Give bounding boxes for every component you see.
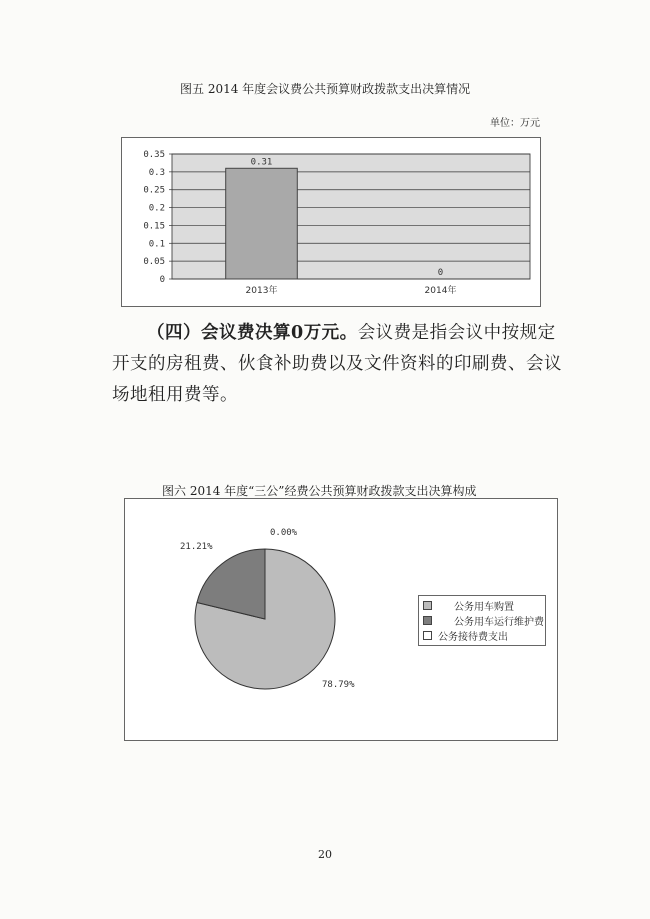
figure5-caption: 图五 2014 年度会议费公共预算财政拨款支出决算情况 (180, 82, 471, 96)
legend-label-reception: 公务接待费支出 (438, 632, 508, 643)
figure6-caption: 图六 2014 年度“三公”经费公共预算财政拨款支出决算构成 (162, 484, 477, 498)
y-tick-label: 0.2 (148, 203, 165, 214)
bar-1 (226, 168, 298, 279)
figure5-unit: 单位：万元 (490, 118, 540, 129)
y-tick-label: 0.1 (148, 239, 165, 250)
section4-body: 会议费是指会议中按规定开支的房租费、伙食补助费以及文件资料的印刷费、会议场地租用费等。 (112, 323, 562, 405)
legend-swatch-maintenance (423, 616, 432, 625)
figure5-bar-chart (122, 138, 540, 306)
section4-unit: 万元。 (303, 323, 358, 343)
x-category-label: 2014年 (424, 286, 457, 296)
legend-item-reception (423, 628, 539, 643)
data-label: 0 (437, 268, 444, 278)
legend-item-maintenance (423, 613, 544, 628)
legend-swatch-reception (423, 631, 432, 640)
page-number: 20 (318, 848, 332, 861)
y-tick-label: 0.25 (143, 185, 165, 196)
pie-data-label: 21.21% (180, 542, 213, 552)
x-category-label: 2013年 (245, 286, 278, 296)
figure6-chart-frame (124, 498, 558, 741)
y-tick-label: 0.05 (143, 257, 165, 268)
y-tick-label: 0.35 (143, 150, 165, 160)
pie-data-label: 0.00% (270, 528, 298, 538)
pie-data-label: 78.79% (322, 680, 355, 690)
section4-heading: （四）会议费决算 (147, 323, 291, 343)
legend-label-purchase: 公务用车购置 (454, 602, 514, 613)
section4-paragraph (112, 318, 562, 411)
figure6-pie-chart (125, 499, 385, 740)
y-tick-label: 0.15 (143, 221, 165, 232)
section4-amount: 0 (291, 323, 304, 343)
legend-swatch-purchase (423, 601, 432, 610)
legend-label-maintenance: 公务用车运行维护费 (454, 617, 544, 628)
figure5-chart-frame (121, 137, 541, 307)
y-tick-label: 0 (159, 275, 165, 285)
data-label: 0.31 (250, 157, 273, 168)
legend-item-purchase (423, 598, 539, 613)
y-tick-label: 0.3 (148, 167, 165, 178)
figure6-legend (418, 595, 546, 646)
